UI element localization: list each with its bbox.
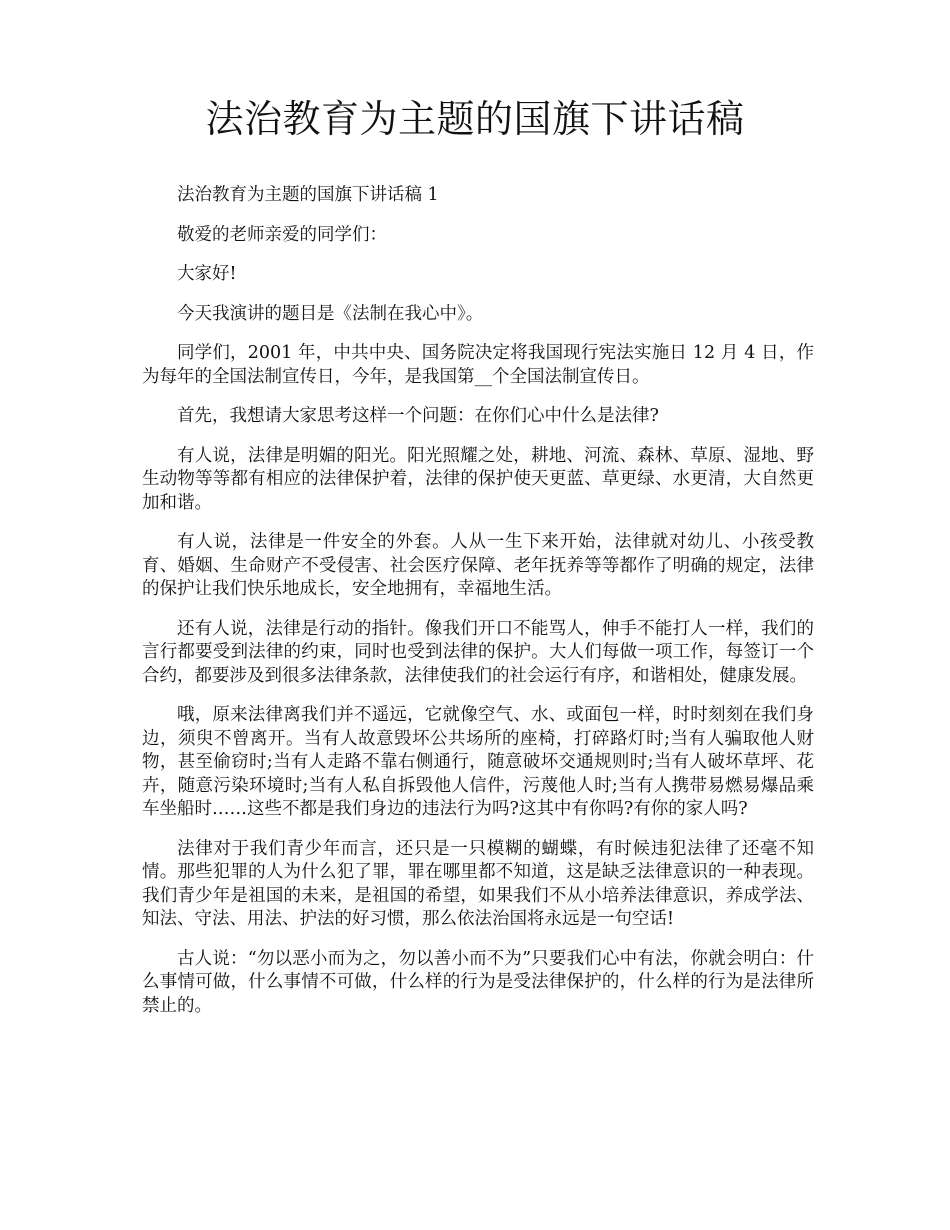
paragraph-greeting: 大家好! [177, 264, 237, 284]
paragraph-law-day: 同学们，2001 年，中共中央、国务院决定将我国现行宪法实施日 12 月 4 日，作为每年的全国法制宣传日，今年，是我国第__个全国法制宣传日。 [142, 343, 814, 387]
paragraph-examples: 哦，原来法律离我们并不遥远，它就像空气、水、或面包一样，时时刻刻在我们身边，须臾不曾离开。当有人故意毁坏公共场所的座椅，打碎路灯时;当有人骗取他人财物，甚至偷窃时;当有人走路不靠右侧通行，随意破坏交通规则时;当有人破坏草坪、花卉，随意污染环境时;当有人私自拆毁他人信件，污蔑他人时;当有人携带易燃易爆品乘车坐船时……这些不都是我们身边的违法行为吗?这其中有你吗?有你的家人吗? [142, 705, 814, 819]
paragraph-ancient-saying: 古人说：“勿以恶小而为之，勿以善小而不为”只要我们心中有法，你就会明白：什么事情可做，什么事情不可做，什么样的行为是受法律保护的，什么样的行为是法律所禁止的。 [142, 948, 814, 1016]
paragraph-guide: 还有人说，法律是行动的指针。像我们开口不能骂人，伸手不能打人一样，我们的言行都要受到法律的约束，同时也受到法律的保护。大人们每做一项工作，每签订一个合约，都要涉及到很多法律条款，法律使我们的社会运行有序，和谐相处，健康发展。 [142, 618, 814, 686]
document-body [142, 184, 814, 1034]
paragraph-salutation: 敬爱的老师亲爱的同学们： [177, 224, 387, 245]
paragraph-question: 首先，我想请大家思考这样一个问题：在你们心中什么是法律? [177, 406, 659, 426]
paragraph-coat: 有人说，法律是一件安全的外套。人从一生下来开始，法律就对幼儿、小孩受教育、婚姻、生命财产不受侵害、社会医疗保障、老年抚养等等都作了明确的规定，法律的保护让我们快乐地成长，安全地拥有，幸福地生活。 [142, 532, 814, 599]
document-title: 法治教育为主题的国旗下讲话稿 [205, 97, 745, 141]
paragraph-heading: 法治教育为主题的国旗下讲话稿 1 [177, 185, 439, 205]
paragraph-youth: 法律对于我们青少年而言，还只是一只模糊的蝴蝶，有时候违犯法律了还毫不知情。那些犯罪的人为什么犯了罪，罪在哪里都不知道，这是缺乏法律意识的一种表现。我们青少年是祖国的未来，是祖国的希望，如果我们不从小培养法律意识，养成学法、知法、守法、用法、护法的好习惯，那么依法治国将永远是一句空话! [142, 838, 814, 929]
paragraph-topic: 今天我演讲的题目是《法制在我心中》。 [177, 303, 484, 324]
paragraph-sunshine: 有人说，法律是明媚的阳光。阳光照耀之处，耕地、河流、森林、草原、湿地、野生动物等等都有相应的法律保护着，法律的保护使天更蓝、草更绿、水更清，大自然更加和谐。 [142, 445, 814, 513]
